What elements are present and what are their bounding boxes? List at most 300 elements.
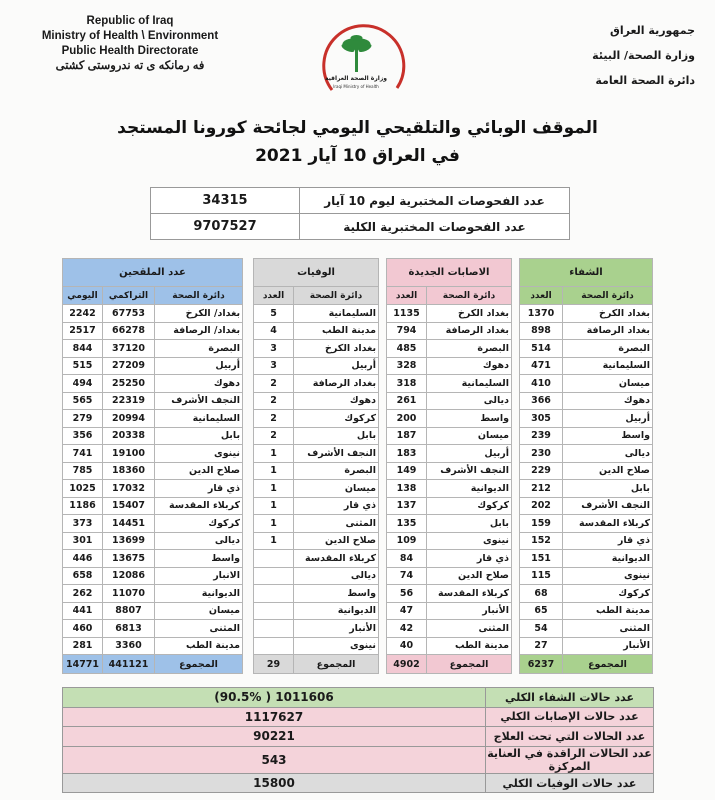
table-row — [387, 585, 512, 603]
health-directorate-cell: ميسان — [427, 427, 512, 445]
table-row — [254, 305, 379, 323]
header-en-line: Public Health Directorate — [61, 45, 199, 57]
table-row — [387, 497, 512, 515]
header-kurdish-line: فه رمانكه ى ته ندروستى كشتى — [55, 60, 205, 72]
health-directorate-cell: دهوك — [294, 392, 379, 410]
count-cell: 25250 — [103, 375, 155, 393]
count-cell: 3360 — [103, 637, 155, 655]
table-row — [151, 188, 570, 214]
health-directorate-cell: النجف الأشرف — [294, 445, 379, 463]
count-cell — [254, 602, 294, 620]
table-row — [520, 427, 653, 445]
health-directorate-cell: دهوك — [155, 375, 243, 393]
count-cell — [254, 567, 294, 585]
health-directorate-cell: السليمانية — [427, 375, 512, 393]
health-directorate-cell: بغداد/ الرصافة — [155, 322, 243, 340]
health-directorate-cell: الأنبار — [427, 602, 512, 620]
count-cell: 239 — [520, 427, 563, 445]
health-directorate-cell: كركوك — [427, 497, 512, 515]
health-directorate-cell: النجف الأشرف — [563, 497, 653, 515]
lab-tests-table — [150, 187, 570, 240]
health-directorate-cell: بغداد الكرخ — [563, 305, 653, 323]
table-row — [520, 497, 653, 515]
summary-table — [62, 687, 654, 793]
summary-row — [63, 707, 654, 727]
table-row — [254, 637, 379, 655]
count-cell: 366 — [520, 392, 563, 410]
vaccinated-table — [62, 258, 243, 674]
table-row — [520, 305, 653, 323]
health-directorate-cell: بابل — [427, 515, 512, 533]
count-cell: 460 — [63, 620, 103, 638]
header-en-line: Republic of Iraq — [86, 15, 174, 27]
health-directorate-cell: البصرة — [294, 462, 379, 480]
summary-value: 90221 — [63, 727, 486, 747]
health-directorate-cell: كركوك — [563, 585, 653, 603]
health-directorate-cell: المثنى — [294, 515, 379, 533]
health-directorate-cell: كربلاء المقدسة — [294, 550, 379, 568]
health-directorate-cell: بابل — [155, 427, 243, 445]
table-row — [520, 410, 653, 428]
count-cell: 1 — [254, 497, 294, 515]
table-row — [520, 462, 653, 480]
table-row — [520, 532, 653, 550]
count-cell: 301 — [63, 532, 103, 550]
count-cell: 318 — [387, 375, 427, 393]
health-directorate-cell: صلاح الدين — [155, 462, 243, 480]
health-directorate-cell: ذي قار — [427, 550, 512, 568]
daily-tests-value: 34315 — [151, 188, 300, 214]
count-cell: 68 — [520, 585, 563, 603]
count-cell: 2517 — [63, 322, 103, 340]
health-directorate-cell: كركوك — [155, 515, 243, 533]
summary-label: عدد حالات الشفاء الكلي — [486, 688, 654, 708]
daily-tests-label: عدد الفحوصات المختبرية ليوم 10 آيار — [300, 188, 570, 214]
health-directorate-cell: أربيل — [563, 410, 653, 428]
table-row — [254, 392, 379, 410]
health-directorate-cell: النجف الأشرف — [155, 392, 243, 410]
table-row — [520, 480, 653, 498]
count-cell: 281 — [63, 637, 103, 655]
table-row — [387, 392, 512, 410]
total-tests-value: 9707527 — [151, 214, 300, 240]
health-directorate-cell: واسط — [427, 410, 512, 428]
count-cell: 13699 — [103, 532, 155, 550]
count-cell: 1 — [254, 515, 294, 533]
table-row — [254, 322, 379, 340]
table-row — [387, 550, 512, 568]
count-cell: 19100 — [103, 445, 155, 463]
count-cell: 785 — [63, 462, 103, 480]
table-row — [520, 375, 653, 393]
health-directorate-cell: ذي قار — [294, 497, 379, 515]
health-directorate-cell: البصرة — [427, 340, 512, 358]
palm-tree-icon — [340, 35, 372, 72]
count-cell: 2 — [254, 427, 294, 445]
count-cell: 8807 — [103, 602, 155, 620]
count-cell: 485 — [387, 340, 427, 358]
table-row — [254, 462, 379, 480]
column-header: اليومي — [63, 287, 103, 305]
table-row — [254, 497, 379, 515]
header-ar-line: وزارة الصحة/ البيئة — [592, 49, 695, 62]
table-row — [63, 620, 243, 638]
count-cell: 794 — [387, 322, 427, 340]
count-cell: 1 — [254, 445, 294, 463]
ministry-logo — [302, 10, 422, 100]
table-row — [387, 445, 512, 463]
total-tests-label: عدد الفحوصات المختبرية الكلية — [300, 214, 570, 240]
table-row — [63, 392, 243, 410]
header-ar-line: جمهورية العراق — [610, 24, 695, 37]
header-en-line: Ministry of Health \ Environment — [41, 30, 219, 42]
table-row — [520, 392, 653, 410]
count-cell: 1025 — [63, 480, 103, 498]
table-row — [63, 357, 243, 375]
count-cell: 6813 — [103, 620, 155, 638]
table-row — [520, 322, 653, 340]
infections-title: الاصابات الجديدة — [387, 259, 512, 287]
table-row — [387, 480, 512, 498]
health-directorate-cell: المثنى — [427, 620, 512, 638]
english-header — [20, 14, 240, 74]
table-row — [520, 515, 653, 533]
health-directorate-cell: صلاح الدين — [427, 567, 512, 585]
header-ar-line: دائرة الصحة العامة — [595, 74, 695, 87]
count-cell: 47 — [387, 602, 427, 620]
table-row — [254, 357, 379, 375]
table-row — [254, 620, 379, 638]
table-row — [520, 445, 653, 463]
logo-text: وزارة الصحة العراقية — [324, 75, 388, 82]
table-row — [254, 340, 379, 358]
count-cell: 65 — [520, 602, 563, 620]
health-directorate-cell: أربيل — [294, 357, 379, 375]
count-cell: 11070 — [103, 585, 155, 603]
count-cell: 494 — [63, 375, 103, 393]
health-directorate-cell: ديالى — [294, 567, 379, 585]
health-directorate-cell: النجف الأشرف — [427, 462, 512, 480]
table-row — [254, 410, 379, 428]
health-directorate-cell: ميسان — [155, 602, 243, 620]
total-cell: 441121 — [103, 655, 155, 674]
table-row — [387, 515, 512, 533]
health-directorate-cell: بغداد الرصافة — [427, 322, 512, 340]
count-cell: 446 — [63, 550, 103, 568]
total-label: المجموع — [155, 655, 243, 674]
count-cell: 22319 — [103, 392, 155, 410]
total-cell: 29 — [254, 655, 294, 674]
count-cell: 159 — [520, 515, 563, 533]
health-directorate-cell: الانبار — [155, 567, 243, 585]
count-cell: 2242 — [63, 305, 103, 323]
health-directorate-cell: واسط — [294, 585, 379, 603]
count-cell: 27209 — [103, 357, 155, 375]
count-cell: 230 — [520, 445, 563, 463]
report-title: الموقف الوبائي والتلقيحي اليومي لجائحة كورونا المستجد — [117, 118, 598, 138]
health-directorate-cell: السليمانية — [294, 305, 379, 323]
table-row — [63, 480, 243, 498]
count-cell: 66278 — [103, 322, 155, 340]
table-row — [387, 375, 512, 393]
health-directorate-cell: دهوك — [427, 357, 512, 375]
table-row — [63, 532, 243, 550]
count-cell: 12086 — [103, 567, 155, 585]
count-cell: 844 — [63, 340, 103, 358]
count-cell: 54 — [520, 620, 563, 638]
health-directorate-cell: بغداد الرصافة — [294, 375, 379, 393]
column-header: العدد — [520, 287, 563, 305]
table-row — [63, 637, 243, 655]
recovered-title: الشفاء — [520, 259, 653, 287]
table-row — [254, 515, 379, 533]
health-directorate-cell: البصرة — [155, 340, 243, 358]
table-row — [387, 602, 512, 620]
column-header: دائرة الصحة — [155, 287, 243, 305]
column-header: العدد — [254, 287, 294, 305]
table-row — [254, 585, 379, 603]
count-cell: 565 — [63, 392, 103, 410]
count-cell: 14451 — [103, 515, 155, 533]
count-cell: 279 — [63, 410, 103, 428]
count-cell: 138 — [387, 480, 427, 498]
total-cell: 6237 — [520, 655, 563, 674]
count-cell: 1 — [254, 532, 294, 550]
table-row — [387, 567, 512, 585]
summary-label: عدد حالات الإصابات الكلي — [486, 707, 654, 727]
health-directorate-cell: مدينة الطب — [427, 637, 512, 655]
table-row — [63, 497, 243, 515]
health-directorate-cell: بغداد الرصافة — [563, 322, 653, 340]
health-directorate-cell: كربلاء المقدسة — [427, 585, 512, 603]
count-cell: 67753 — [103, 305, 155, 323]
table-row — [254, 567, 379, 585]
summary-row — [63, 746, 654, 773]
count-cell — [254, 550, 294, 568]
count-cell: 20994 — [103, 410, 155, 428]
health-directorate-cell: السليمانية — [155, 410, 243, 428]
table-row — [254, 550, 379, 568]
table-row — [63, 550, 243, 568]
arabic-header — [495, 18, 695, 93]
health-directorate-cell: دهوك — [563, 392, 653, 410]
table-row — [254, 532, 379, 550]
count-cell: 410 — [520, 375, 563, 393]
count-cell: 13675 — [103, 550, 155, 568]
health-directorate-cell: السليمانية — [563, 357, 653, 375]
table-row — [63, 410, 243, 428]
count-cell: 1 — [254, 480, 294, 498]
count-cell: 373 — [63, 515, 103, 533]
count-cell: 37120 — [103, 340, 155, 358]
health-directorate-cell: كركوك — [294, 410, 379, 428]
report-date: في العراق 10 آيار 2021 — [255, 146, 460, 166]
table-row — [254, 480, 379, 498]
count-cell: 200 — [387, 410, 427, 428]
table-row — [520, 357, 653, 375]
health-directorate-cell: ذي قار — [155, 480, 243, 498]
health-directorate-cell: المثنى — [155, 620, 243, 638]
count-cell: 2 — [254, 375, 294, 393]
count-cell: 356 — [63, 427, 103, 445]
health-directorate-cell: صلاح الدين — [294, 532, 379, 550]
summary-label: عدد الحالات الراقدة في العناية المركزة — [487, 746, 652, 773]
table-row — [63, 375, 243, 393]
count-cell: 305 — [520, 410, 563, 428]
count-cell: 40 — [387, 637, 427, 655]
health-directorate-cell: بغداد الكرخ — [427, 305, 512, 323]
health-directorate-cell: ديالى — [563, 445, 653, 463]
table-row — [387, 340, 512, 358]
vaccinated-title: عدد الملقحين — [63, 259, 243, 287]
health-directorate-cell: ميسان — [563, 375, 653, 393]
table-row — [387, 462, 512, 480]
table-row — [254, 445, 379, 463]
count-cell: 328 — [387, 357, 427, 375]
logo-subtext: Iraqi Ministry of Health — [333, 84, 379, 89]
count-cell: 115 — [520, 567, 563, 585]
summary-row — [63, 727, 654, 747]
deaths-title: الوفيات — [254, 259, 379, 287]
count-cell: 2 — [254, 392, 294, 410]
count-cell: 187 — [387, 427, 427, 445]
count-cell: 135 — [387, 515, 427, 533]
health-directorate-cell: ديالى — [155, 532, 243, 550]
health-directorate-cell: الأنبار — [294, 620, 379, 638]
health-directorate-cell: نينوى — [294, 637, 379, 655]
summary-value: (90.5% ) 1011606 — [63, 688, 486, 708]
table-row — [63, 305, 243, 323]
total-label: المجموع — [294, 655, 379, 674]
summary-row — [63, 773, 654, 793]
summary-row — [63, 688, 654, 708]
table-row — [520, 602, 653, 620]
count-cell: 151 — [520, 550, 563, 568]
table-row — [520, 340, 653, 358]
health-directorate-cell: المثنى — [563, 620, 653, 638]
health-directorate-cell: مدينة الطب — [294, 322, 379, 340]
count-cell: 3 — [254, 340, 294, 358]
health-directorate-cell: البصرة — [563, 340, 653, 358]
count-cell: 183 — [387, 445, 427, 463]
count-cell: 1135 — [387, 305, 427, 323]
table-row — [387, 357, 512, 375]
health-directorate-cell: نينوى — [563, 567, 653, 585]
count-cell: 84 — [387, 550, 427, 568]
table-row — [520, 637, 653, 655]
count-cell: 229 — [520, 462, 563, 480]
count-cell: 3 — [254, 357, 294, 375]
count-cell: 109 — [387, 532, 427, 550]
summary-label: عدد حالات الوفيات الكلي — [486, 773, 654, 793]
count-cell: 1370 — [520, 305, 563, 323]
table-row — [63, 462, 243, 480]
count-cell: 898 — [520, 322, 563, 340]
count-cell: 27 — [520, 637, 563, 655]
count-cell: 202 — [520, 497, 563, 515]
health-directorate-cell: ديالى — [427, 392, 512, 410]
count-cell — [254, 620, 294, 638]
table-row — [63, 515, 243, 533]
count-cell: 2 — [254, 410, 294, 428]
health-directorate-cell: أربيل — [155, 357, 243, 375]
count-cell: 1186 — [63, 497, 103, 515]
count-cell: 441 — [63, 602, 103, 620]
health-directorate-cell: الديوانية — [155, 585, 243, 603]
health-directorate-cell: صلاح الدين — [563, 462, 653, 480]
health-directorate-cell: الديوانية — [294, 602, 379, 620]
count-cell: 20338 — [103, 427, 155, 445]
health-directorate-cell: مدينة الطب — [563, 602, 653, 620]
table-row — [520, 620, 653, 638]
count-cell: 17032 — [103, 480, 155, 498]
table-row — [520, 550, 653, 568]
count-cell: 74 — [387, 567, 427, 585]
table-row — [520, 567, 653, 585]
health-directorate-cell: مدينة الطب — [155, 637, 243, 655]
table-row — [387, 410, 512, 428]
table-row — [387, 427, 512, 445]
count-cell: 149 — [387, 462, 427, 480]
count-cell: 42 — [387, 620, 427, 638]
health-directorate-cell: ذي قار — [563, 532, 653, 550]
table-row — [63, 445, 243, 463]
column-header: العدد — [387, 287, 427, 305]
count-cell: 212 — [520, 480, 563, 498]
total-label: المجموع — [427, 655, 512, 674]
count-cell: 261 — [387, 392, 427, 410]
count-cell: 515 — [63, 357, 103, 375]
health-directorate-cell: كربلاء المقدسة — [563, 515, 653, 533]
table-row — [63, 567, 243, 585]
health-directorate-cell: بابل — [563, 480, 653, 498]
new-infections-table — [386, 258, 512, 674]
column-header: دائرة الصحة — [294, 287, 379, 305]
summary-value: 543 — [63, 746, 486, 773]
table-row — [254, 375, 379, 393]
column-header: دائرة الصحة — [563, 287, 653, 305]
count-cell: 471 — [520, 357, 563, 375]
count-cell: 262 — [63, 585, 103, 603]
table-row — [387, 637, 512, 655]
health-directorate-cell: ميسان — [294, 480, 379, 498]
total-cell: 14771 — [63, 655, 103, 674]
count-cell: 514 — [520, 340, 563, 358]
count-cell — [254, 585, 294, 603]
total-label: المجموع — [563, 655, 653, 674]
count-cell: 152 — [520, 532, 563, 550]
table-row — [63, 602, 243, 620]
health-directorate-cell: كربلاء المقدسة — [155, 497, 243, 515]
table-row — [520, 585, 653, 603]
table-row — [387, 532, 512, 550]
health-directorate-cell: بغداد/ الكرخ — [155, 305, 243, 323]
count-cell: 5 — [254, 305, 294, 323]
table-row — [151, 214, 570, 240]
count-cell: 1 — [254, 462, 294, 480]
deaths-table — [253, 258, 379, 674]
health-directorate-cell: واسط — [563, 427, 653, 445]
count-cell: 137 — [387, 497, 427, 515]
health-directorate-cell: الديوانية — [563, 550, 653, 568]
summary-value: 1117627 — [63, 707, 486, 727]
table-row — [63, 340, 243, 358]
summary-value: 15800 — [63, 773, 486, 793]
health-directorate-cell: بابل — [294, 427, 379, 445]
health-directorate-cell: الديوانية — [427, 480, 512, 498]
table-row — [254, 427, 379, 445]
count-cell: 15407 — [103, 497, 155, 515]
